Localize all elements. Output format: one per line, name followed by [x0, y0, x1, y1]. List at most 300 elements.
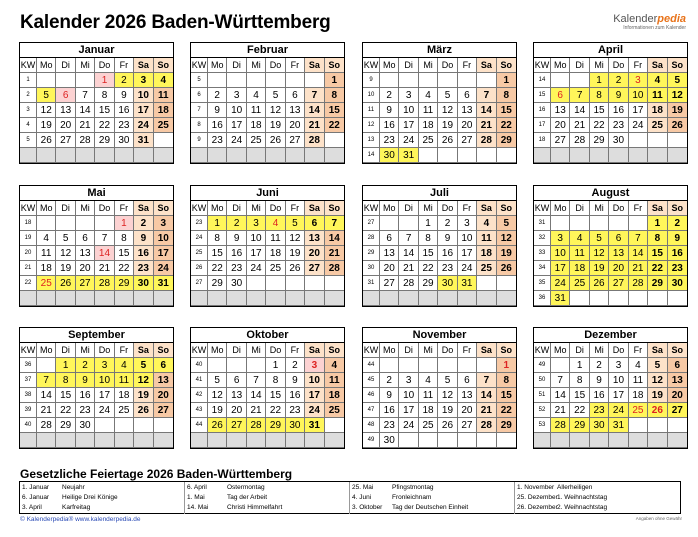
holidays-column	[20, 482, 185, 514]
day-cell: 6	[609, 231, 628, 246]
holiday-row	[352, 483, 512, 493]
week-number: 43	[191, 403, 208, 418]
day-cell: 20	[56, 118, 75, 133]
holidays-column	[350, 482, 515, 514]
empty-cell	[438, 433, 457, 448]
day-cell: 27	[305, 261, 324, 276]
day-cell: 11	[37, 246, 56, 261]
day-cell: 5	[208, 373, 227, 388]
day-cell: 24	[609, 403, 628, 418]
day-cell: 18	[629, 388, 648, 403]
weekday-header: Do	[266, 343, 285, 358]
day-cell: 8	[570, 373, 589, 388]
week-number: 12	[363, 118, 380, 133]
day-cell: 16	[438, 246, 457, 261]
day-cell: 6	[380, 231, 399, 246]
empty-cell	[399, 433, 418, 448]
empty-cell	[458, 433, 477, 448]
day-cell: 27	[668, 403, 687, 418]
empty-cell	[154, 433, 173, 448]
weekday-header: Sa	[648, 343, 667, 358]
week-number: 24	[191, 231, 208, 246]
week-number: 31	[534, 216, 551, 231]
weekday-header: Mi	[419, 343, 438, 358]
weekday-header: Mo	[551, 58, 570, 73]
empty-cell	[380, 216, 399, 231]
day-cell: 4	[570, 231, 589, 246]
empty-cell	[208, 148, 227, 163]
empty-cell	[115, 148, 134, 163]
empty-cell	[609, 291, 628, 306]
day-cell: 12	[134, 373, 153, 388]
day-cell: 23	[208, 133, 227, 148]
day-cell: 4	[37, 231, 56, 246]
day-cell: 10	[399, 388, 418, 403]
day-cell: 12	[590, 246, 609, 261]
day-cell: 18	[266, 246, 285, 261]
day-cell: 3	[134, 73, 153, 88]
weekday-header: Sa	[648, 58, 667, 73]
empty-cell	[629, 148, 648, 163]
empty-cell	[648, 133, 667, 148]
day-cell: 27	[154, 403, 173, 418]
day-cell: 22	[208, 261, 227, 276]
weekday-header: Fr	[629, 343, 648, 358]
day-cell: 27	[551, 133, 570, 148]
empty-cell	[570, 216, 589, 231]
day-cell: 8	[115, 231, 134, 246]
empty-cell	[570, 73, 589, 88]
month-title: Dezember	[534, 328, 687, 343]
month-november	[362, 327, 517, 449]
day-cell: 30	[76, 418, 95, 433]
week-number: 1	[20, 73, 37, 88]
day-cell: 27	[227, 418, 246, 433]
day-cell: 20	[305, 246, 324, 261]
empty-cell	[551, 433, 570, 448]
day-cell: 11	[115, 373, 134, 388]
weekday-header: Di	[570, 343, 589, 358]
day-cell: 17	[134, 103, 153, 118]
day-cell: 6	[551, 88, 570, 103]
weekday-header: Do	[609, 58, 628, 73]
day-cell: 29	[266, 418, 285, 433]
month-title: Januar	[20, 43, 173, 58]
day-cell: 6	[56, 88, 75, 103]
day-cell: 3	[305, 358, 324, 373]
week-number: 25	[191, 246, 208, 261]
holiday-name: Neujahr	[62, 484, 85, 491]
day-cell: 9	[609, 88, 628, 103]
day-cell: 15	[648, 246, 667, 261]
weekday-header: Mo	[551, 343, 570, 358]
week-number	[534, 433, 551, 448]
week-number: 29	[363, 246, 380, 261]
day-cell: 22	[56, 403, 75, 418]
day-cell: 25	[154, 118, 173, 133]
day-cell: 15	[115, 246, 134, 261]
day-cell: 31	[154, 276, 173, 291]
day-cell: 28	[570, 133, 589, 148]
weekday-header: Di	[399, 201, 418, 216]
empty-cell	[609, 148, 628, 163]
weekday-header: Sa	[134, 343, 153, 358]
day-cell: 15	[56, 388, 75, 403]
month-juli	[362, 185, 517, 307]
kalenderpedia-logo[interactable]	[613, 14, 686, 31]
empty-cell	[37, 148, 56, 163]
weekday-header: Di	[570, 201, 589, 216]
day-cell: 20	[227, 403, 246, 418]
empty-cell	[154, 418, 173, 433]
week-number: 9	[191, 133, 208, 148]
day-cell: 23	[609, 118, 628, 133]
weekday-header: KW	[191, 201, 208, 216]
weekday-header: KW	[20, 343, 37, 358]
day-cell: 14	[325, 231, 344, 246]
day-cell: 28	[399, 276, 418, 291]
week-number	[20, 433, 37, 448]
day-cell: 24	[305, 403, 324, 418]
empty-cell	[56, 433, 75, 448]
day-cell: 25	[419, 133, 438, 148]
empty-cell	[266, 433, 285, 448]
weekday-header: Mi	[590, 201, 609, 216]
day-cell: 19	[590, 261, 609, 276]
day-cell: 19	[266, 118, 285, 133]
empty-cell	[76, 216, 95, 231]
copyright-link[interactable]: © Kalenderpedia® www.kalenderpedia.de	[20, 516, 141, 523]
empty-cell	[570, 291, 589, 306]
day-cell: 7	[551, 373, 570, 388]
week-number: 8	[191, 118, 208, 133]
day-cell: 31	[134, 133, 153, 148]
weekday-header: KW	[363, 58, 380, 73]
day-cell: 24	[134, 118, 153, 133]
empty-cell	[551, 73, 570, 88]
empty-cell	[266, 148, 285, 163]
empty-cell	[154, 133, 173, 148]
weekday-header: Mo	[551, 201, 570, 216]
holiday-name: Christi Himmelfahrt	[227, 504, 283, 511]
empty-cell	[648, 418, 667, 433]
empty-cell	[325, 133, 344, 148]
day-cell: 18	[247, 118, 266, 133]
day-cell: 16	[115, 103, 134, 118]
day-cell: 23	[227, 261, 246, 276]
holiday-name: Tag der Deutschen Einheit	[392, 504, 469, 511]
day-cell: 5	[286, 216, 305, 231]
day-cell: 9	[380, 103, 399, 118]
day-cell: 8	[497, 88, 516, 103]
weekday-header: Do	[95, 58, 114, 73]
day-cell: 30	[115, 133, 134, 148]
weekday-header: Mo	[37, 201, 56, 216]
week-number: 40	[20, 418, 37, 433]
empty-cell	[325, 433, 344, 448]
empty-cell	[609, 433, 628, 448]
weekday-header: Di	[570, 58, 589, 73]
day-cell: 3	[551, 231, 570, 246]
day-cell: 29	[570, 418, 589, 433]
day-cell: 6	[286, 88, 305, 103]
day-cell: 5	[648, 358, 667, 373]
day-cell: 11	[570, 246, 589, 261]
week-number: 18	[534, 133, 551, 148]
day-cell: 20	[154, 388, 173, 403]
day-cell: 8	[325, 88, 344, 103]
day-cell: 9	[590, 373, 609, 388]
empty-cell	[551, 358, 570, 373]
day-cell: 19	[208, 403, 227, 418]
empty-cell	[247, 433, 266, 448]
day-cell: 10	[609, 373, 628, 388]
week-number: 22	[20, 276, 37, 291]
day-cell: 5	[497, 216, 516, 231]
holiday-row	[352, 493, 512, 503]
week-number: 41	[191, 373, 208, 388]
week-number: 30	[363, 261, 380, 276]
day-cell: 23	[380, 133, 399, 148]
empty-cell	[154, 291, 173, 306]
day-cell: 7	[325, 216, 344, 231]
logo-text-a: Kalender	[613, 13, 658, 25]
holiday-name: Ostermontag	[227, 484, 265, 491]
weekday-header: Fr	[286, 201, 305, 216]
empty-cell	[227, 148, 246, 163]
day-cell: 14	[76, 103, 95, 118]
day-cell: 30	[134, 276, 153, 291]
day-cell: 11	[154, 88, 173, 103]
day-cell: 20	[458, 118, 477, 133]
holiday-row	[517, 503, 678, 513]
day-cell: 1	[56, 358, 75, 373]
weekday-header: Fr	[629, 58, 648, 73]
day-cell: 3	[609, 358, 628, 373]
day-cell: 19	[37, 118, 56, 133]
weekday-header: Mo	[37, 58, 56, 73]
empty-cell	[305, 276, 324, 291]
week-number: 14	[363, 148, 380, 163]
week-number: 31	[363, 276, 380, 291]
day-cell: 15	[95, 103, 114, 118]
day-cell: 9	[380, 388, 399, 403]
day-cell: 3	[247, 216, 266, 231]
empty-cell	[648, 291, 667, 306]
week-number: 42	[191, 388, 208, 403]
day-cell: 9	[668, 231, 687, 246]
month-title: August	[534, 186, 687, 201]
day-cell: 15	[497, 388, 516, 403]
day-cell: 7	[37, 373, 56, 388]
weekday-header: KW	[363, 343, 380, 358]
weekday-header: Mi	[419, 58, 438, 73]
day-cell: 13	[286, 103, 305, 118]
day-cell: 10	[227, 103, 246, 118]
day-cell: 25	[247, 133, 266, 148]
day-cell: 19	[438, 118, 457, 133]
day-cell: 25	[266, 261, 285, 276]
day-cell: 12	[497, 231, 516, 246]
empty-cell	[477, 73, 496, 88]
week-number: 33	[534, 246, 551, 261]
weekday-header: So	[497, 201, 516, 216]
day-cell: 10	[399, 103, 418, 118]
day-cell: 30	[609, 133, 628, 148]
empty-cell	[247, 148, 266, 163]
empty-cell	[551, 148, 570, 163]
empty-cell	[76, 433, 95, 448]
day-cell: 25	[115, 403, 134, 418]
day-cell: 17	[609, 388, 628, 403]
day-cell: 17	[458, 246, 477, 261]
day-cell: 17	[227, 118, 246, 133]
day-cell: 25	[325, 403, 344, 418]
day-cell: 30	[286, 418, 305, 433]
day-cell: 12	[56, 246, 75, 261]
day-cell: 26	[266, 133, 285, 148]
day-cell: 20	[76, 261, 95, 276]
weekday-header: KW	[191, 343, 208, 358]
empty-cell	[497, 433, 516, 448]
weekday-header: Do	[95, 201, 114, 216]
holiday-row	[22, 503, 182, 513]
day-cell: 16	[380, 403, 399, 418]
day-cell: 20	[286, 118, 305, 133]
weekday-header: Di	[227, 58, 246, 73]
logo-subtitle: Informationen zum Kalender	[623, 25, 686, 31]
weekday-header: Do	[266, 58, 285, 73]
month-title: März	[363, 43, 516, 58]
day-cell: 21	[570, 118, 589, 133]
day-cell: 9	[438, 231, 457, 246]
day-cell: 21	[305, 118, 324, 133]
day-cell: 28	[247, 418, 266, 433]
day-cell: 10	[629, 88, 648, 103]
month-title: Februar	[191, 43, 344, 58]
month-dezember	[533, 327, 688, 449]
day-cell: 24	[154, 261, 173, 276]
month-märz	[362, 42, 517, 164]
day-cell: 25	[629, 403, 648, 418]
holiday-date: 4. Juni	[352, 494, 372, 501]
empty-cell	[286, 433, 305, 448]
day-cell: 31	[609, 418, 628, 433]
day-cell: 5	[668, 73, 687, 88]
empty-cell	[570, 148, 589, 163]
day-cell: 15	[325, 103, 344, 118]
week-number: 2	[20, 88, 37, 103]
day-cell: 18	[570, 261, 589, 276]
holiday-name: Pfingstmontag	[392, 484, 434, 491]
day-cell: 27	[380, 276, 399, 291]
weekday-header: KW	[534, 58, 551, 73]
day-cell: 4	[154, 73, 173, 88]
week-number: 48	[363, 418, 380, 433]
empty-cell	[266, 276, 285, 291]
empty-cell	[76, 73, 95, 88]
day-cell: 14	[247, 388, 266, 403]
day-cell: 26	[208, 418, 227, 433]
weekday-header: Do	[609, 201, 628, 216]
day-cell: 29	[95, 133, 114, 148]
empty-cell	[458, 291, 477, 306]
empty-cell	[208, 433, 227, 448]
day-cell: 22	[590, 118, 609, 133]
empty-cell	[629, 418, 648, 433]
day-cell: 12	[438, 388, 457, 403]
day-cell: 22	[115, 261, 134, 276]
day-cell: 6	[668, 358, 687, 373]
day-cell: 28	[325, 261, 344, 276]
day-cell: 1	[648, 216, 667, 231]
day-cell: 6	[154, 358, 173, 373]
day-cell: 4	[629, 358, 648, 373]
week-number: 9	[363, 73, 380, 88]
day-cell: 19	[497, 246, 516, 261]
week-number: 52	[534, 403, 551, 418]
empty-cell	[419, 73, 438, 88]
weekday-header: Do	[609, 343, 628, 358]
month-mai	[19, 185, 174, 307]
week-number: 20	[20, 246, 37, 261]
day-cell: 18	[325, 388, 344, 403]
weekday-header: KW	[363, 201, 380, 216]
empty-cell	[266, 73, 285, 88]
day-cell: 29	[115, 276, 134, 291]
weekday-header: Fr	[115, 58, 134, 73]
day-cell: 30	[227, 276, 246, 291]
empty-cell	[419, 291, 438, 306]
day-cell: 17	[551, 261, 570, 276]
empty-cell	[551, 216, 570, 231]
weekday-header: Di	[399, 343, 418, 358]
week-number: 36	[20, 358, 37, 373]
day-cell: 8	[208, 231, 227, 246]
holiday-name: Tag der Arbeit	[227, 494, 268, 501]
week-number: 13	[363, 133, 380, 148]
day-cell: 26	[590, 276, 609, 291]
empty-cell	[227, 291, 246, 306]
day-cell: 26	[497, 261, 516, 276]
weekday-header: Mi	[247, 343, 266, 358]
day-cell: 15	[497, 103, 516, 118]
empty-cell	[37, 358, 56, 373]
day-cell: 26	[438, 418, 457, 433]
holiday-row	[187, 483, 347, 493]
day-cell: 26	[37, 133, 56, 148]
empty-cell	[609, 216, 628, 231]
weekday-header: Mi	[419, 201, 438, 216]
day-cell: 20	[609, 261, 628, 276]
disclaimer-note: Angaben ohne Gewähr	[635, 516, 682, 521]
day-cell: 13	[380, 246, 399, 261]
holiday-name: 2. Weihnachtstag	[557, 504, 608, 511]
empty-cell	[56, 291, 75, 306]
day-cell: 31	[551, 291, 570, 306]
day-cell: 14	[551, 388, 570, 403]
weekday-header: Sa	[305, 343, 324, 358]
empty-cell	[477, 276, 496, 291]
weekday-header: Sa	[305, 201, 324, 216]
empty-cell	[286, 148, 305, 163]
day-cell: 13	[458, 103, 477, 118]
day-cell: 23	[668, 261, 687, 276]
empty-cell	[208, 73, 227, 88]
day-cell: 9	[134, 231, 153, 246]
weekday-header: So	[497, 58, 516, 73]
weekday-header: So	[668, 343, 687, 358]
